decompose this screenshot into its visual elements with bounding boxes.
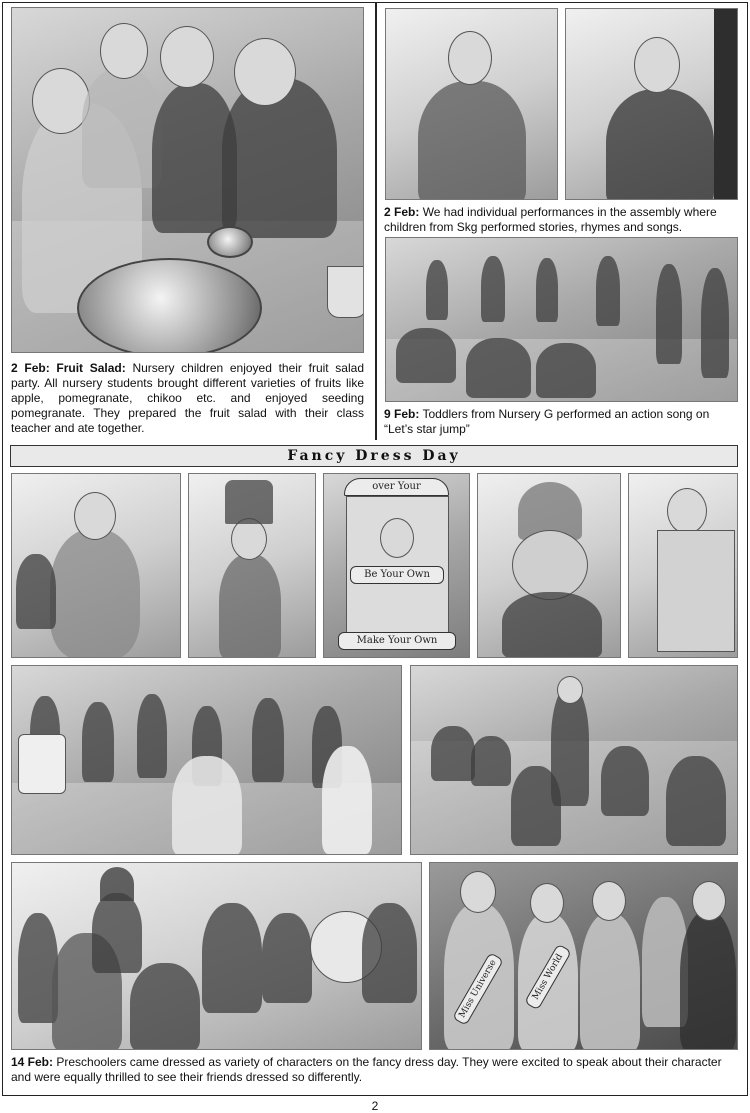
fruit-salad-caption	[11, 361, 364, 436]
seated-child	[601, 746, 649, 816]
fancy-dress-caption	[11, 1055, 739, 1085]
seated-child	[666, 756, 726, 846]
princess-costume	[172, 756, 242, 855]
paper-cup	[327, 266, 364, 318]
child-head	[74, 492, 116, 540]
banner-title: Fancy Dress Day	[287, 448, 461, 464]
small-bowl	[207, 226, 253, 258]
child-head	[448, 31, 492, 85]
child-figure	[130, 963, 200, 1050]
caption-date: 9 Feb:	[384, 407, 420, 421]
child-head	[100, 23, 148, 79]
caption-date: 2 Feb:	[384, 205, 420, 219]
child-figure	[137, 694, 167, 778]
child-figure	[262, 913, 312, 1003]
caption-text: Preschoolers came dressed as variety of characters on the fancy dress day. They were excited to speak about their character and were equally thrilled to see their friends dressed so differently.	[11, 1055, 722, 1084]
dustbin-costume	[657, 530, 735, 652]
seated-child	[511, 766, 561, 846]
child-figure	[680, 911, 736, 1050]
fancy-dress-photo-dustbin	[628, 473, 738, 658]
fancy-dress-group-photo-3	[11, 862, 422, 1050]
child-figure	[219, 554, 281, 658]
doorway	[714, 9, 738, 200]
seated-child	[536, 343, 596, 398]
caption-date: 2 Feb: Fruit Salad:	[11, 361, 126, 375]
caption-text: We had individual performances in the assembly where children from Skg performed stories, rhymes and songs.	[384, 205, 717, 234]
fancy-dress-photo-king	[188, 473, 316, 658]
child-figure	[418, 81, 526, 200]
performance-caption	[384, 205, 740, 235]
child-head	[380, 518, 414, 558]
seated-child	[396, 328, 456, 383]
child-figure	[16, 554, 56, 629]
fruit-bowl	[77, 258, 262, 353]
fancy-dress-photo-ganesha	[477, 473, 621, 658]
character-costume	[322, 746, 372, 854]
crown-icon	[225, 480, 273, 524]
fancy-dress-photo-sign	[323, 473, 470, 658]
child-figure	[92, 893, 142, 973]
column-divider	[375, 2, 377, 440]
child-figure	[502, 592, 602, 658]
child-figure	[580, 913, 640, 1050]
child-head	[557, 676, 583, 704]
fancy-dress-group-photo-1	[11, 665, 402, 855]
fancy-dress-photo-princess	[11, 473, 181, 658]
child-figure	[536, 258, 558, 322]
elephant-mask	[512, 530, 588, 600]
child-figure	[362, 903, 417, 1003]
sign-middle: Be Your Own	[350, 566, 444, 584]
child-head	[592, 881, 626, 921]
child-figure	[82, 68, 162, 188]
performance-photo-1	[385, 8, 558, 200]
seated-child	[431, 726, 475, 781]
page-number: 2	[371, 1099, 379, 1113]
caption-text: Nursery children enjoyed their fruit salad party. All nursery students brought different varieties of fruits like apple, pomegranate, chikoo etc. and enjoyed seeding pomegranate. They prepared the fruit salad with their class teacher and ate together.	[11, 361, 364, 435]
child-head	[530, 883, 564, 923]
fancy-dress-banner	[10, 445, 738, 467]
fancy-dress-group-photo-4	[429, 862, 738, 1050]
child-head	[160, 26, 214, 88]
child-head	[634, 37, 680, 93]
performance-photo-2	[565, 8, 738, 200]
jug-costume	[18, 734, 66, 794]
sign-bottom: Make Your Own	[338, 632, 456, 650]
child-figure	[252, 698, 284, 782]
seated-child	[466, 338, 531, 398]
action-song-photo	[385, 237, 738, 402]
sash-miss-universe: Miss Universe	[452, 952, 504, 1026]
child-head	[692, 881, 726, 921]
child-head	[460, 871, 496, 913]
child-figure	[426, 260, 448, 320]
action-song-caption	[384, 407, 740, 437]
sash-miss-world: Miss World	[524, 944, 572, 1011]
child-figure	[50, 529, 140, 658]
child-head	[231, 518, 267, 560]
sign-top: over Your	[344, 478, 449, 496]
caption-text: Toddlers from Nursery G performed an action song on “Let’s star jump”	[384, 407, 710, 436]
fruit-salad-photo	[11, 7, 364, 353]
child-head	[667, 488, 707, 534]
child-figure	[596, 256, 620, 326]
child-figure	[656, 264, 682, 364]
child-figure	[202, 903, 262, 1013]
child-figure	[82, 702, 114, 782]
child-figure	[481, 256, 505, 322]
seated-child	[471, 736, 511, 786]
fancy-dress-group-photo-2	[410, 665, 738, 855]
caption-date: 14 Feb:	[11, 1055, 54, 1069]
child-figure	[606, 89, 714, 200]
child-figure	[701, 268, 729, 378]
child-head	[234, 38, 296, 106]
